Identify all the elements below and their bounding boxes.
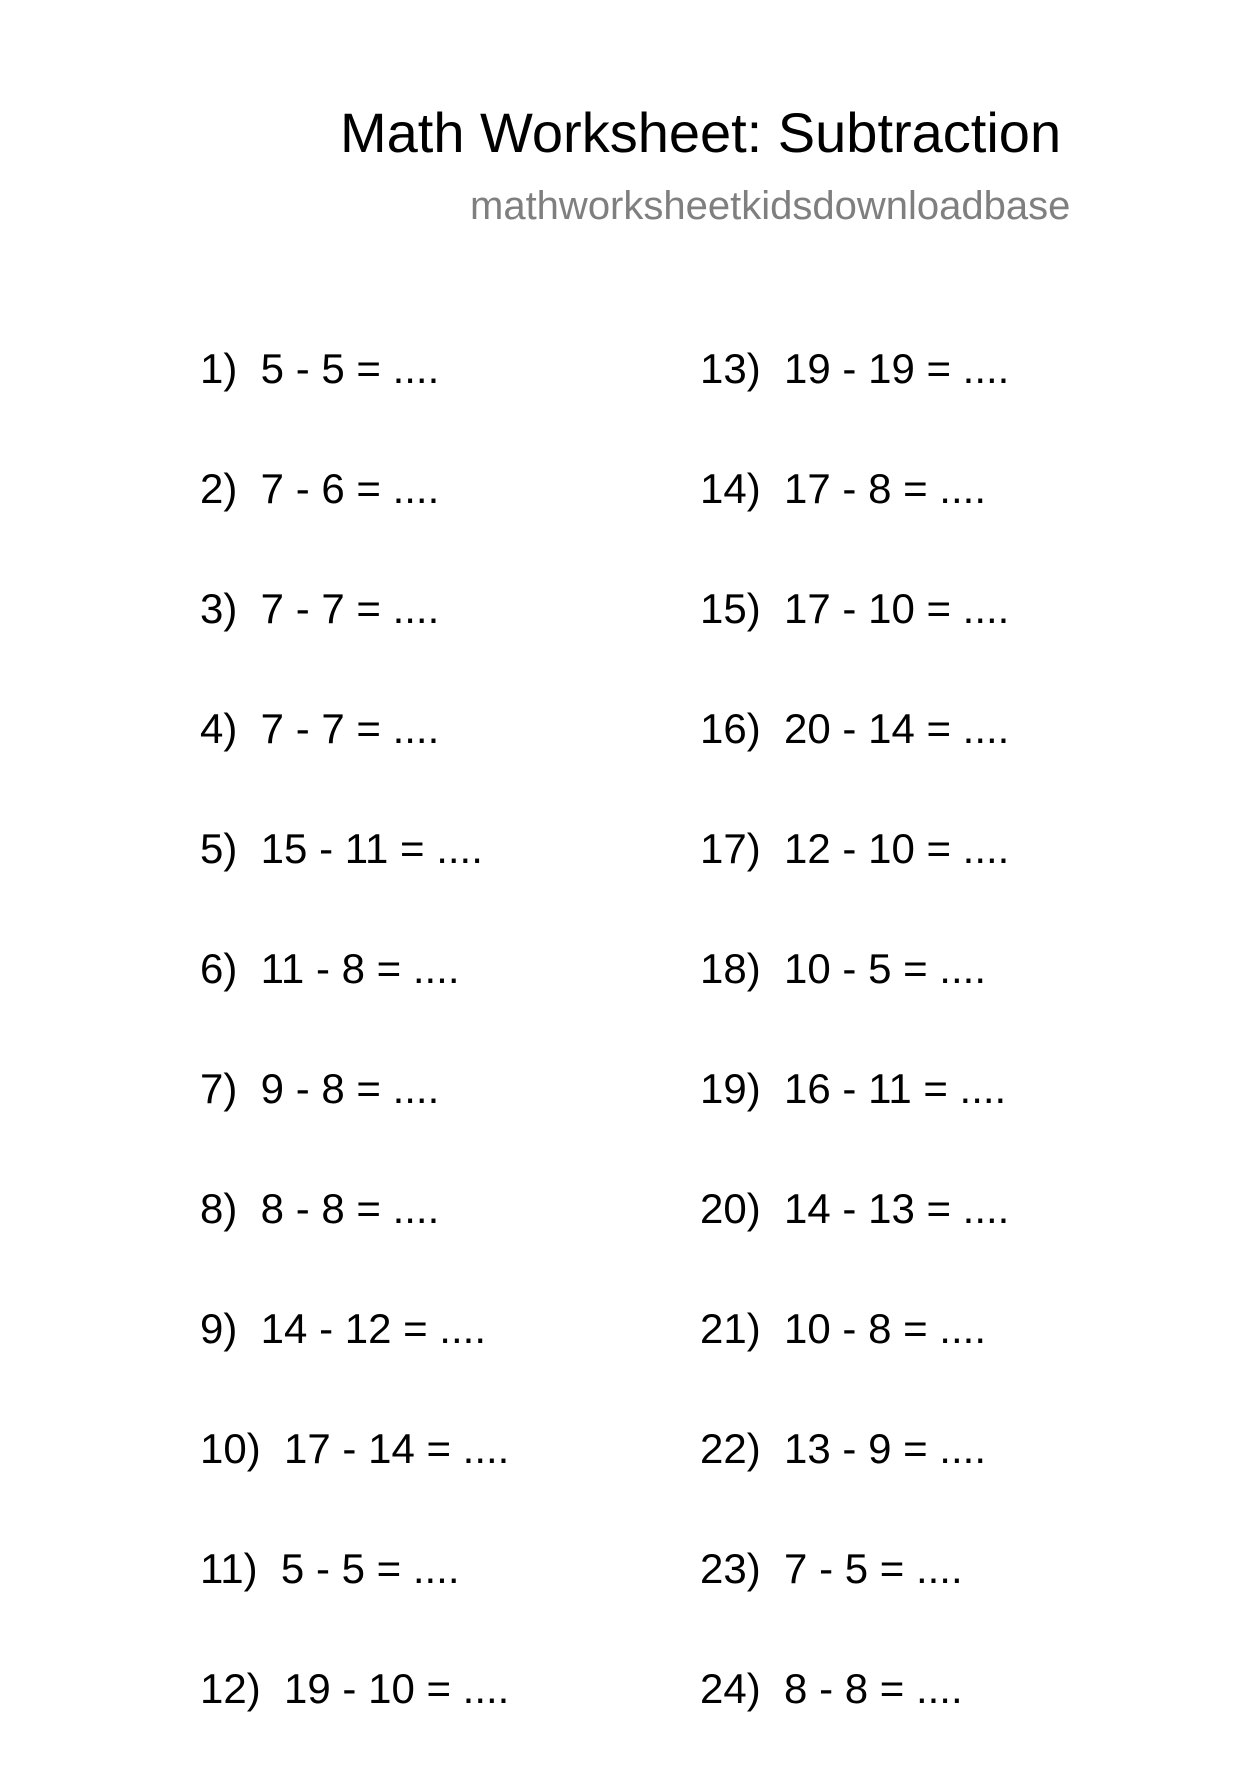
problem: 10) 17 - 14 = .... <box>200 1425 510 1472</box>
problem: 14) 17 - 8 = .... <box>700 465 986 512</box>
problem: 4) 7 - 7 = .... <box>200 705 440 752</box>
problem: 1) 5 - 5 = .... <box>200 345 440 392</box>
problem: 17) 12 - 10 = .... <box>700 825 1010 872</box>
problem: 21) 10 - 8 = .... <box>700 1305 986 1352</box>
problems-column-right <box>700 345 1010 1788</box>
problem: 13) 19 - 19 = .... <box>700 345 1010 392</box>
problem: 23) 7 - 5 = .... <box>700 1545 963 1592</box>
problem: 6) 11 - 8 = .... <box>200 945 460 992</box>
problem: 2) 7 - 6 = .... <box>200 465 440 512</box>
problem: 24) 8 - 8 = .... <box>700 1665 963 1712</box>
worksheet-title: Math Worksheet: Subtraction <box>340 101 1062 164</box>
problem: 22) 13 - 9 = .... <box>700 1425 986 1472</box>
problem: 18) 10 - 5 = .... <box>700 945 986 992</box>
problem: 8) 8 - 8 = .... <box>200 1185 440 1232</box>
worksheet-subtitle: mathworksheetkidsdownloadbase <box>470 184 1071 228</box>
problem: 11) 5 - 5 = .... <box>200 1545 460 1592</box>
problems-column-left <box>200 345 510 1788</box>
problem: 12) 19 - 10 = .... <box>200 1665 510 1712</box>
problem: 19) 16 - 11 = .... <box>700 1065 1007 1112</box>
problem: 7) 9 - 8 = .... <box>200 1065 440 1112</box>
problem: 20) 14 - 13 = .... <box>700 1185 1010 1232</box>
problem: 3) 7 - 7 = .... <box>200 585 440 632</box>
problem: 15) 17 - 10 = .... <box>700 585 1010 632</box>
problem: 9) 14 - 12 = .... <box>200 1305 486 1352</box>
problem: 16) 20 - 14 = .... <box>700 705 1010 752</box>
problem: 5) 15 - 11 = .... <box>200 825 483 872</box>
